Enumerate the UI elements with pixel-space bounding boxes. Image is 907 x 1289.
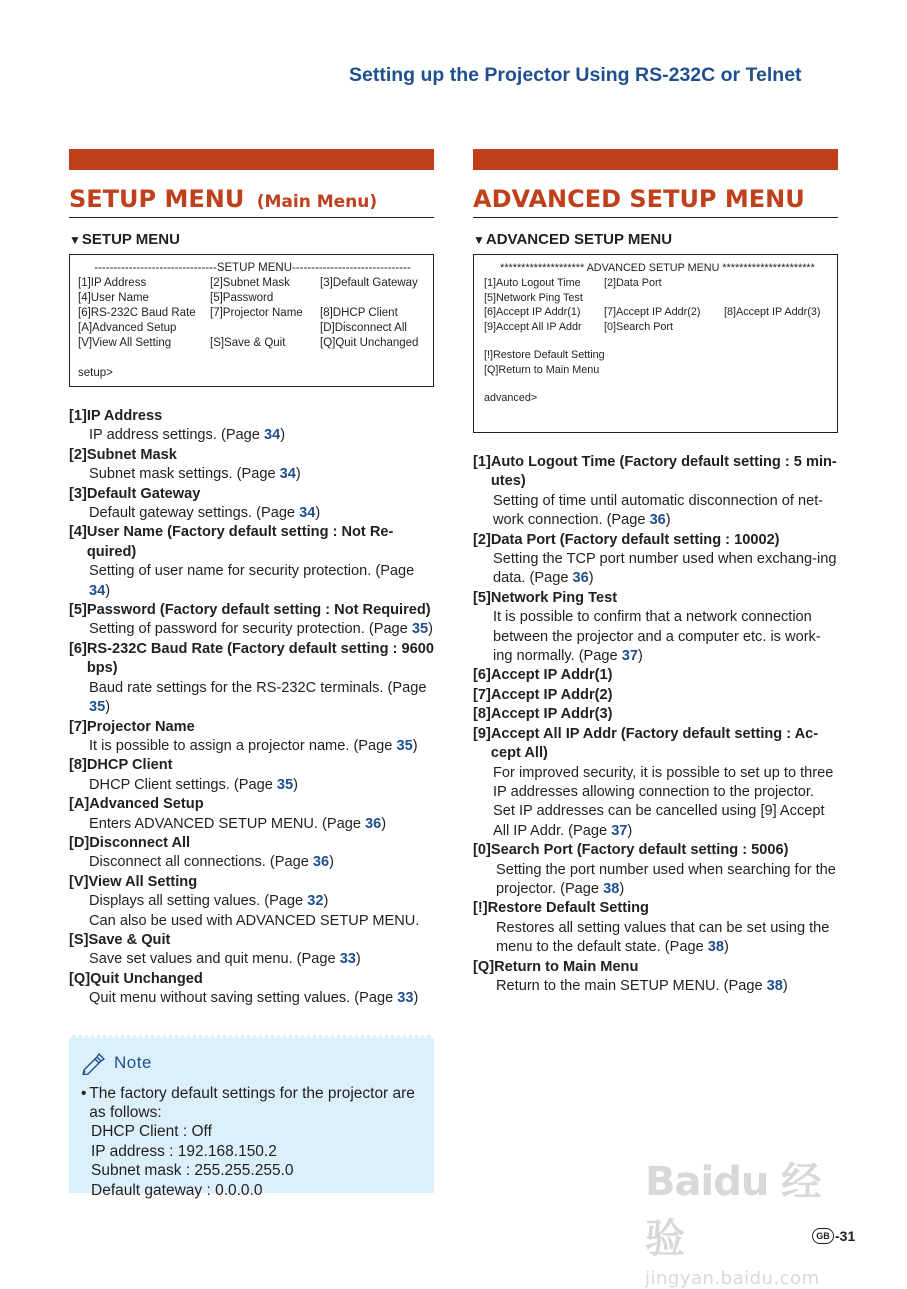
menu-item [69,601,434,640]
page-ref-link[interactable]: 35 [411,621,429,638]
menu-item-title [69,640,434,679]
menu-item-label: DHCP Client [86,757,173,774]
menu-item-desc [69,815,434,834]
terminal-row [484,320,831,335]
terminal-cell: [7]Projector Name [210,307,303,319]
menu-item-desc [69,620,434,639]
menu-item-title [69,970,434,989]
menu-item [69,756,434,795]
menu-item-key: [1] [69,408,87,424]
menu-item-label: Accept IP Addr(1) [490,667,613,684]
menu-item-label: Password (Factory default setting : Not Required) [86,602,431,619]
menu-item-key: [S] [69,931,89,948]
terminal-cell [210,321,320,336]
setup-menu-items [69,407,434,1009]
menu-item-key: [6] [69,640,87,657]
menu-item-desc [69,504,434,523]
menu-item-label: Advanced Setup [89,796,204,813]
menu-item-key: [5] [473,589,491,606]
terminal-row: [!]Restore Default Setting [484,349,605,361]
setup-menu-terminal [69,254,434,387]
menu-item-label: Disconnect All [89,834,191,851]
menu-item-desc-text: It is possible to assign a projector name. (Page [89,737,397,754]
section-title [69,181,434,218]
menu-item-label: Accept IP Addr(3) [490,706,613,723]
menu-item-key: [8] [473,706,491,723]
page-ref-link[interactable]: 34 [263,427,281,444]
menu-item-desc-tail: ) [588,570,594,587]
page-ref-link[interactable]: 34 [89,582,106,599]
menu-item-title [69,718,434,737]
bullet-icon: • [81,1084,87,1102]
note-list [81,1084,422,1200]
menu-item-title [69,601,434,620]
note-heading [81,1050,422,1076]
page-number-text: -31 [835,1228,856,1244]
triangle-down-icon: ▼ [473,233,485,247]
menu-item-title [69,407,434,426]
menu-item-desc-text: Disconnect all connections. (Page [89,854,313,871]
menu-item-desc-text: Setting of time until automatic disconnection of net-work connection. (Page [493,492,824,529]
terminal-cell: [S]Save & Quit [210,337,286,349]
menu-item-desc [473,919,838,958]
terminal-cell: [5]Network Ping Test [484,291,583,304]
menu-item-key: [Q] [473,958,495,975]
note-bullet-text: The factory default settings for the projector are as follows: [89,1084,415,1121]
menu-item-desc-tail: ) [665,512,671,529]
terminal-cell: [8]Accept IP Addr(3) [724,306,821,318]
menu-item [473,899,838,957]
menu-item [473,841,838,899]
menu-item [69,795,434,834]
menu-item-title [473,705,838,724]
menu-item-title [69,756,434,775]
menu-label-text: ADVANCED SETUP MENU [485,231,673,248]
menu-item-desc [473,550,838,589]
menu-item-label: Projector Name [86,718,195,735]
menu-item-desc-text: Baud rate settings for the RS-232C terminals. (Page [89,679,427,696]
advanced-setup-column [473,149,838,996]
menu-item-key: [V] [69,873,89,890]
page-ref-link[interactable]: 35 [89,699,106,716]
page-ref-link[interactable]: 38 [766,977,783,994]
watermark-url: jingyan.baidu.com [645,1268,820,1289]
menu-item-key: [3] [69,485,87,502]
terminal-cell: [1]Auto Logout Time [484,277,581,289]
menu-item-desc-text: Subnet mask settings. (Page [89,466,280,483]
menu-item-title [473,725,838,764]
menu-item-key: [2] [473,531,491,548]
note-line: DHCP Client : Off [91,1123,212,1141]
terminal-cell: [9]Accept All IP Addr [484,320,582,333]
menu-item-desc-text: DHCP Client settings. (Page [89,776,277,793]
terminal-cell: [A]Advanced Setup [78,322,177,334]
terminal-row [78,276,427,291]
menu-item-desc-text: Setting the port number used when searching for the projector. (Page [496,861,836,897]
menu-item-desc-tail: ) [619,880,625,897]
menu-item [473,725,838,841]
menu-item [69,970,434,1009]
terminal-row [78,336,427,351]
advanced-menu-items [473,453,838,996]
menu-item-extra: Can also be used with ADVANCED SETUP MENU. [89,912,420,929]
terminal-cell: [6]Accept IP Addr(1) [484,306,581,318]
terminal-cell: [3]Default Gateway [320,277,418,289]
menu-item-key: [9] [473,725,491,742]
watermark-logo: Baidu 经验 [645,1159,821,1262]
menu-item-desc-text: Setting the TCP port number used when exchang-ing data. (Page [493,551,837,587]
terminal-row [484,276,831,291]
menu-item-desc-tail: ) [782,977,788,994]
section-bar [473,149,838,170]
terminal-row [484,291,831,306]
menu-item-label: Restore Default Setting [487,900,649,917]
menu-item-title [473,686,838,705]
menu-item-desc [473,861,838,900]
menu-item-desc-tail: ) [315,505,321,522]
section-title-sub: (Main Menu) [256,192,378,212]
page-ref-link[interactable]: 33 [397,990,414,1007]
menu-item-desc [473,977,838,996]
menu-item-title [69,834,434,853]
page-number [812,1228,855,1244]
menu-item-desc [473,764,838,842]
menu-item-desc-tail: ) [723,939,729,956]
terminal-cell [604,291,724,306]
menu-item-desc [69,737,434,756]
menu-item-desc-text: Save set values and quit menu. (Page [89,951,340,968]
menu-item-desc [69,892,434,911]
menu-item-key: [4] [69,524,87,541]
menu-item-title [473,958,838,977]
menu-item-desc-tail: ) [428,621,433,638]
menu-item-key: [!] [473,900,488,917]
terminal-header: --------------------------------SETUP MENU------------------------------- [94,262,411,274]
terminal-row [78,291,427,306]
menu-item-key: [0] [473,842,491,859]
menu-item-desc [473,608,838,666]
menu-item-key: [D] [69,834,90,851]
menu-item-title [69,446,434,465]
menu-item-title [473,841,838,860]
note-title: Note [114,1052,152,1072]
menu-item-desc [69,950,434,969]
menu-item-desc-tail: ) [381,815,387,832]
menu-item [69,446,434,485]
page-ref-link[interactable]: 37 [621,648,638,665]
terminal-cell: [D]Disconnect All [320,322,407,334]
menu-item-desc [69,679,434,718]
menu-item-desc [69,989,434,1008]
section-title [473,181,838,218]
menu-item-desc [473,492,838,531]
terminal-cell: [5]Password [210,292,274,304]
page-ref-link[interactable]: 34 [299,505,316,522]
menu-item-desc [69,562,434,601]
menu-item-desc-text: IP address settings. (Page [89,427,264,444]
menu-item-label: IP Address [86,408,163,424]
menu-item-key: [1] [473,454,491,470]
menu-item-title [69,795,434,814]
terminal-cell: [2]Subnet Mask [210,277,290,289]
menu-item-title [473,589,838,608]
menu-item [69,640,434,718]
triangle-down-icon: ▼ [69,233,81,247]
menu-item-title [69,873,434,892]
menu-item-label: User Name (Factory default setting : Not Re-quired) [86,524,394,560]
menu-item-desc-tail: ) [105,582,111,599]
menu-item-desc-text: Return to the main SETUP MENU. (Page [496,977,767,994]
page-ref-link[interactable]: 35 [396,737,413,754]
pencil-note-icon [81,1051,111,1075]
page-ref-link[interactable]: 36 [312,854,330,871]
menu-item-title [69,523,434,562]
menu-item [473,453,838,531]
menu-item-desc-tail: ) [293,776,299,793]
page-header-title: Setting up the Projector Using RS-232C or Telnet [349,64,802,86]
menu-item-desc [69,426,434,445]
menu-item-desc-tail: ) [627,822,633,839]
menu-item-desc-tail: ) [329,854,335,871]
menu-item [69,931,434,970]
menu-item-desc-tail: ) [280,427,286,444]
advanced-menu-terminal [473,254,838,433]
terminal-prompt: advanced> [484,392,538,404]
menu-item-key: [A] [69,796,90,813]
terminal-cell: [1]IP Address [78,277,147,289]
terminal-cell: [8]DHCP Client [320,307,398,319]
terminal-cell: [6]RS-232C Baud Rate [78,307,196,319]
menu-item-label: Default Gateway [86,485,201,502]
menu-item-desc [69,776,434,795]
menu-item [473,958,838,997]
terminal-row [78,306,427,321]
menu-item-label: Accept IP Addr(2) [490,686,613,703]
page-ref-link[interactable]: 32 [307,893,324,910]
terminal-cell: [V]View All Setting [78,337,172,349]
page-ref-link[interactable]: 38 [707,939,724,956]
menu-label-text: SETUP MENU [81,231,180,248]
note-box [69,1035,434,1199]
gb-badge: GB [812,1228,834,1244]
menu-item-label: Subnet Mask [86,446,177,463]
menu-item-title [473,531,838,550]
terminal-row [78,321,427,336]
menu-item-label: Quit Unchanged [90,970,203,987]
page-ref-link[interactable]: 36 [572,570,589,587]
page-ref-link[interactable]: 36 [649,512,666,529]
menu-item-key: [7] [473,686,491,703]
menu-item-desc-tail: ) [295,466,301,483]
menu-item-desc-text: Default gateway settings. (Page [89,505,300,522]
menu-item-desc-tail: ) [413,990,419,1007]
menu-item-label: Data Port (Factory default setting : 10002) [490,531,780,548]
menu-item-key: [Q] [69,970,91,987]
menu-item-desc-text: For improved security, it is possible to set up to three IP addresses allowing connection to the projector. Set IP addresses can be cancelled using [9] Accept All IP Addr. (Page [493,764,834,839]
menu-item-title [69,931,434,950]
menu-item-label: Save & Quit [88,931,171,948]
menu-item [69,523,434,601]
menu-item-key: [8] [69,757,87,774]
note-line: Subnet mask : 255.255.255.0 [91,1162,294,1180]
menu-item-title [473,899,838,918]
terminal-row [484,305,831,320]
menu-item-desc-text: Quit menu without saving setting values. (Page [89,990,398,1007]
page-ref-link[interactable]: 33 [339,951,356,968]
menu-item-desc-text: Restores all setting values that can be set using the menu to the default state. (Page [496,919,830,956]
menu-item-label: Search Port (Factory default setting : 5006) [490,842,789,859]
menu-item-title [69,485,434,504]
terminal-header: ******************** ADVANCED SETUP MENU ********************** [500,262,815,274]
page-ref-link[interactable]: 36 [365,815,382,832]
menu-item-desc-tail: ) [637,648,643,665]
menu-item-key: [6] [473,667,491,684]
menu-item-key: [2] [69,446,87,463]
menu-item [473,705,838,724]
menu-item-desc-text: Enters ADVANCED SETUP MENU. (Page [89,815,366,832]
menu-item-desc-tail: ) [323,893,329,910]
menu-item-desc-text: It is possible to confirm that a network connection between the projector and a computer etc. is work-ing normally. (Page [493,609,821,665]
terminal-cell: [7]Accept IP Addr(2) [604,306,701,318]
terminal-row: [Q]Return to Main Menu [484,363,600,376]
terminal-cell: [4]User Name [78,292,149,304]
menu-item-label: Return to Main Menu [494,958,639,975]
terminal-prompt: setup> [78,367,113,379]
menu-item-label: Network Ping Test [490,589,618,606]
page-ref-link[interactable]: 34 [279,466,296,483]
menu-item [473,666,838,685]
menu-item-desc-text: Setting of password for security protection. (Page [89,621,412,638]
menu-item-desc-tail: ) [412,737,418,754]
menu-item-label: Accept All IP Addr (Factory default setting : Ac-cept All) [490,725,819,762]
section-title-main: SETUP MENU [69,185,245,213]
terminal-cell: [Q]Quit Unchanged [320,337,419,349]
menu-item [69,873,434,931]
menu-item-desc-tail: ) [105,699,111,716]
setup-menu-column [69,149,434,1199]
note-line: IP address : 192.168.150.2 [91,1142,277,1160]
menu-item-desc [69,465,434,484]
menu-item-label: RS-232C Baud Rate (Factory default setting : 9600 bps) [86,640,434,677]
page-ref-link[interactable]: 35 [276,776,294,793]
menu-item-label: Auto Logout Time (Factory default setting : 5 min-utes) [490,454,837,490]
menu-item [69,407,434,446]
menu-item [69,834,434,873]
menu-item-desc-tail: ) [355,951,361,968]
menu-item-label: View All Setting [88,873,198,890]
menu-item-title [473,453,838,492]
menu-item [473,531,838,589]
menu-item [69,485,434,524]
menu-item [69,718,434,757]
terminal-cell: [0]Search Port [604,320,674,333]
menu-item-desc-text: Displays all setting values. (Page [89,893,308,910]
menu-item [473,686,838,705]
menu-item-desc-text: Setting of user name for security protection. (Page [89,563,415,580]
menu-item-key: [7] [69,718,87,735]
menu-item [473,589,838,667]
page-ref-link[interactable]: 38 [603,880,620,897]
page-ref-link[interactable]: 37 [611,822,628,839]
menu-item-key: [5] [69,602,87,619]
section-title-main: ADVANCED SETUP MENU [473,185,805,213]
terminal-cell: [2]Data Port [604,277,662,289]
section-bar [69,149,434,170]
menu-label [473,230,838,249]
note-line: Default gateway : 0.0.0.0 [91,1181,263,1199]
menu-item-desc [69,853,434,872]
menu-item-title [473,666,838,685]
menu-label [69,230,434,249]
